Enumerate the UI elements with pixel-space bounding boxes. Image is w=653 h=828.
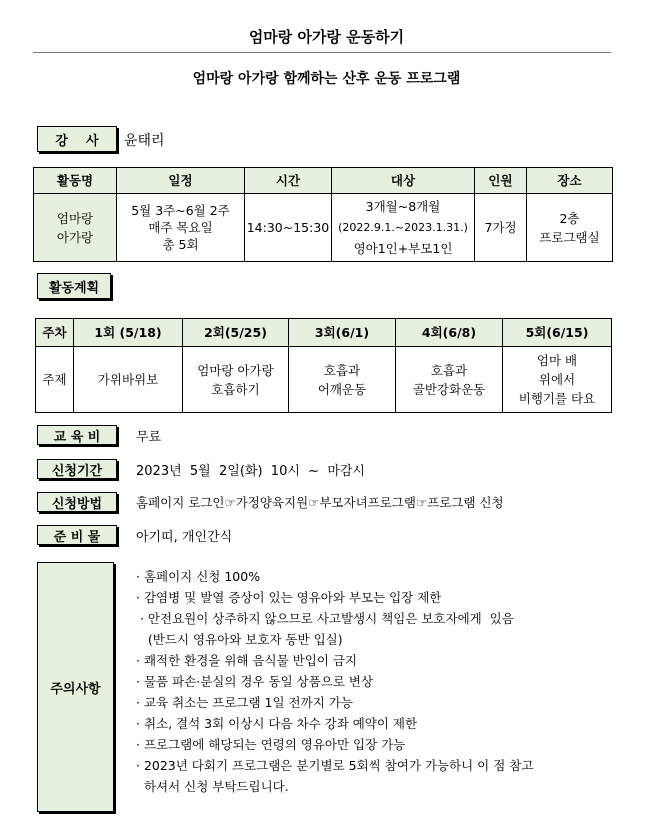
time-cell: 14:30~15:30 (245, 194, 332, 262)
caution-item: · 감염병 및 발열 증상이 있는 영유아와 부모는 입장 제한 (136, 590, 442, 605)
instructor-name: 윤태리 (124, 133, 165, 149)
people-cell: 7가정 (475, 194, 527, 262)
fee-value: 무료 (136, 430, 162, 445)
topic-line: 엄마랑 아가랑 (197, 362, 274, 378)
plan-label: 활동계획 (37, 273, 111, 299)
plan-header-session: 1회 (5/18) (74, 319, 183, 347)
plan-header-session: 2회(5/25) (183, 319, 289, 347)
topic-cell (503, 347, 612, 413)
supplies-label: 준 비 물 (37, 525, 117, 545)
topic-line: 위에서 (538, 372, 576, 387)
topic-line: 호흡과 (430, 362, 468, 378)
topic-cell (183, 347, 289, 413)
caution-item: · 물품 파손·분실의 경우 동일 상품으로 변상 (136, 674, 374, 689)
plan-header-session: 4회(6/8) (396, 319, 503, 347)
caution-label: 주의사항 (37, 562, 114, 812)
target-line: (2022.9.1.~2023.1.31.) (338, 221, 468, 234)
header-people: 인원 (475, 168, 527, 194)
activity-table (33, 167, 613, 262)
header-target: 대상 (332, 168, 475, 194)
topic-line: 가위바위보 (97, 372, 159, 387)
fee-label: 교 육 비 (37, 425, 117, 445)
method-label: 신청방법 (37, 492, 117, 512)
instructor-label: 강 사 (37, 126, 117, 152)
topic-line: 비행기를 타요 (518, 391, 596, 406)
schedule-line: 총 5회 (162, 237, 199, 252)
caution-list (136, 566, 616, 797)
caution-item: · 취소, 결석 3회 이상시 다음 차수 강좌 예약이 제한 (136, 716, 418, 731)
activity-name-line: 아가랑 (56, 229, 94, 245)
schedule-line: 5월 3주~6월 2주 (131, 203, 230, 218)
topic-cell (289, 347, 396, 413)
topic-cell (74, 347, 183, 413)
page-subtitle: 엄마랑 아가랑 함께하는 산후 운동 프로그램 (192, 71, 461, 87)
plan-row-label: 주제 (36, 347, 74, 413)
caution-item: · 교육 취소는 프로그램 1일 전까지 가능 (136, 695, 353, 710)
method-value: 홈페이지 로그인☞가정양육지원☞부모자녀프로그램☞프로그램 신청 (136, 495, 504, 510)
caution-item: · 안전요원이 상주하지 않으므로 사고발생시 책임은 보호자에게 있음 (136, 611, 514, 626)
header-activity-name: 활동명 (34, 168, 117, 194)
plan-table (35, 318, 612, 413)
place-cell (527, 194, 613, 262)
header-time: 시간 (245, 168, 332, 194)
topic-line: 호흡하기 (211, 381, 260, 397)
schedule-cell (117, 194, 245, 262)
header-schedule: 일정 (117, 168, 245, 194)
plan-header-session: 3회(6/1) (289, 319, 396, 347)
topic-line: 어깨운동 (317, 381, 367, 397)
place-line: 2층 (559, 210, 580, 226)
caution-item: 하셔서 신청 부탁드립니다. (136, 779, 289, 794)
title-divider (33, 52, 611, 53)
topic-line: 호흡과 (323, 362, 361, 378)
schedule-line: 매주 목요일 (148, 220, 213, 235)
topic-line: 골반강화운동 (412, 381, 486, 397)
supplies-value: 아기띠, 개인간식 (136, 530, 233, 545)
place-line: 프로그램실 (539, 229, 600, 245)
caution-item: · 홈페이지 신청 100% (136, 569, 261, 584)
plan-header-session: 5회(6/15) (503, 319, 612, 347)
activity-name-line: 엄마랑 (56, 210, 94, 226)
period-label: 신청기간 (37, 459, 117, 479)
caution-item: · 2023년 다회기 프로그램은 분기별로 5회씩 참여가 가능하니 이 점 참고 (136, 758, 534, 773)
caution-item: · 프로그램에 해당되는 연령의 영유아만 입장 가능 (136, 737, 406, 752)
page-title: 엄마랑 아가랑 운동하기 (248, 28, 405, 46)
plan-header-week: 주차 (36, 319, 74, 347)
activity-name-cell (34, 194, 117, 262)
caution-item: · 쾌적한 환경을 위해 음식물 반입이 금지 (136, 653, 358, 668)
target-line: 3개월~8개월 (365, 199, 441, 214)
period-value: 2023년 5월 2일(화) 10시 ~ 마감시 (136, 464, 365, 479)
caution-item: (반드시 영유아와 보호자 동반 입실) (136, 632, 343, 647)
target-line: 영아1인+부모1인 (353, 241, 453, 256)
header-place: 장소 (527, 168, 613, 194)
target-cell (332, 194, 475, 262)
topic-line: 엄마 배 (536, 353, 578, 368)
topic-cell (396, 347, 503, 413)
